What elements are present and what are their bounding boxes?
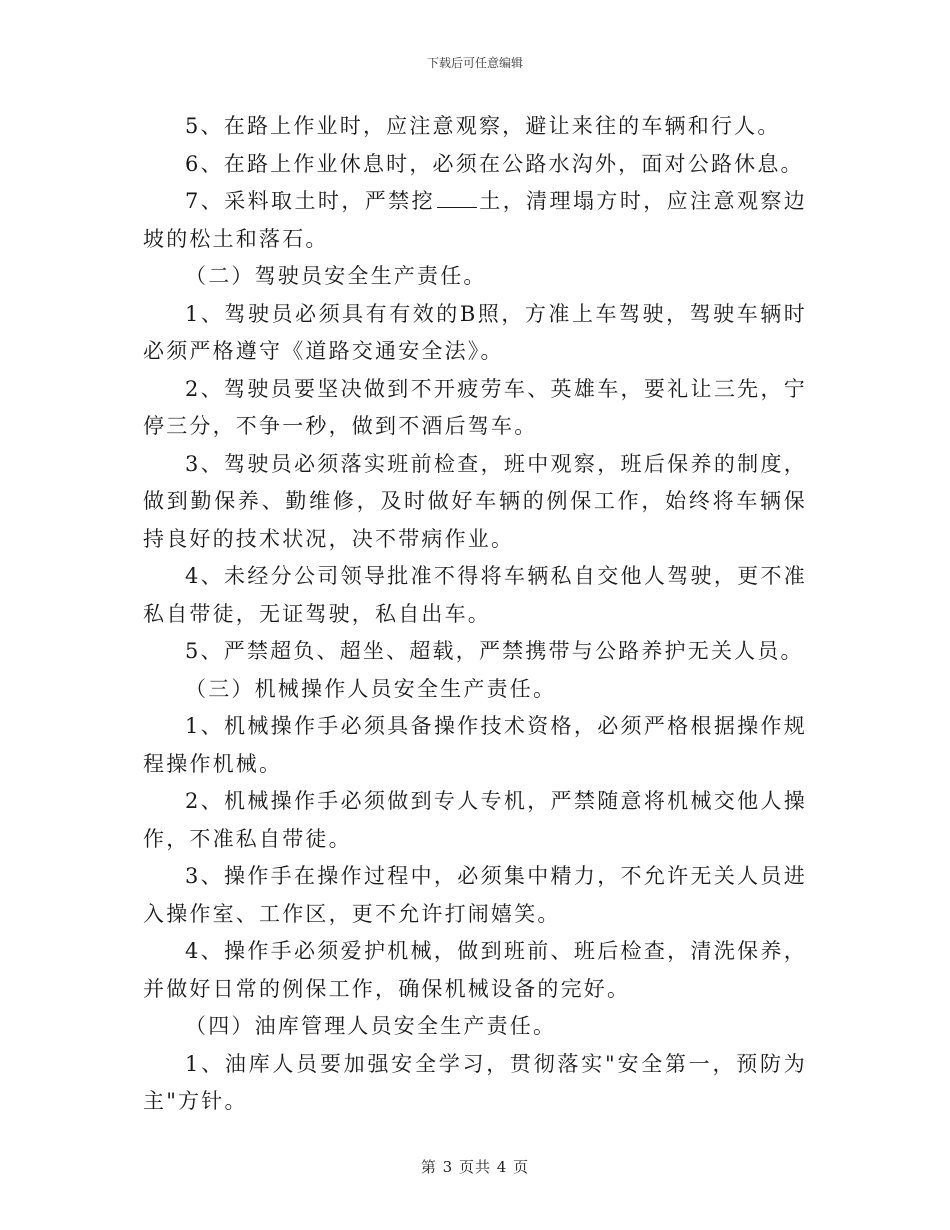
paragraph: 3、操作手在操作过程中，必须集中精力，不允许无关人员进入操作室、工作区，更不允许打闹嬉笑。 [143, 864, 807, 926]
paragraph: 4、未经分公司领导批准不得将车辆私自交他人驾驶，更不准私自带徒，无证驾驶，私自出车。 [143, 564, 807, 626]
paragraph: 6、在路上作业休息时，必须在公路水沟外，面对公路休息。 [185, 151, 804, 176]
paragraph: 2、驾驶员要坚决做到不开疲劳车、英雄车，要礼让三先，宁停三分，不争一秒，做到不酒后驾车。 [143, 376, 807, 438]
page-footer: 第 3 页共 4 页 [420, 1158, 530, 1176]
paragraph-text-before-blank: 7、采料取土时，严禁挖 [185, 189, 436, 213]
paragraph-text-after-blank: 土，清理塌方时，应注意观察边坡的松土和落石。 [143, 189, 807, 251]
paragraph: 1、机械操作手必须具备操作技术资格，必须严格根据操作规程操作机械。 [143, 714, 807, 776]
section-heading: （四）油库管理人员安全生产责任。 [185, 1014, 557, 1038]
paragraph: 2、机械操作手必须做到专人专机，严禁随意将机械交他人操作，不准私自带徒。 [143, 789, 807, 851]
section-heading: （二）驾驶员安全生产责任。 [185, 264, 487, 288]
paragraph: 5、在路上作业时，应注意观察，避让来往的车辆和行人。 [185, 114, 781, 138]
paragraph: 1、油库人员要加强安全学习，贯彻落实"安全第一，预防为主"方针。 [143, 1051, 807, 1113]
paragraph: 5、严禁超负、超坐、超载，严禁携带与公路养护无关人员。 [185, 639, 804, 663]
paragraph: 1、驾驶员必须具有有效的B照，方准上车驾驶，驾驶车辆时必须严格遵守《道路交通安全法》。 [143, 301, 807, 363]
paragraph [143, 183, 807, 258]
page-header: 下载后可任意编辑 [426, 56, 523, 70]
document-body [143, 108, 807, 1121]
fill-in-blank [437, 189, 477, 208]
paragraph: 4、操作手必须爱护机械，做到班前、班后检查，清洗保养，并做好日常的例保工作，确保机械设备的完好。 [143, 939, 807, 1001]
section-heading: （三）机械操作人员安全生产责任。 [185, 676, 557, 701]
paragraph: 3、驾驶员必须落实班前检查，班中观察，班后保养的制度，做到勤保养、勤维修，及时做好车辆的例保工作，始终将车辆保持良好的技术状况，决不带病作业。 [143, 451, 807, 551]
